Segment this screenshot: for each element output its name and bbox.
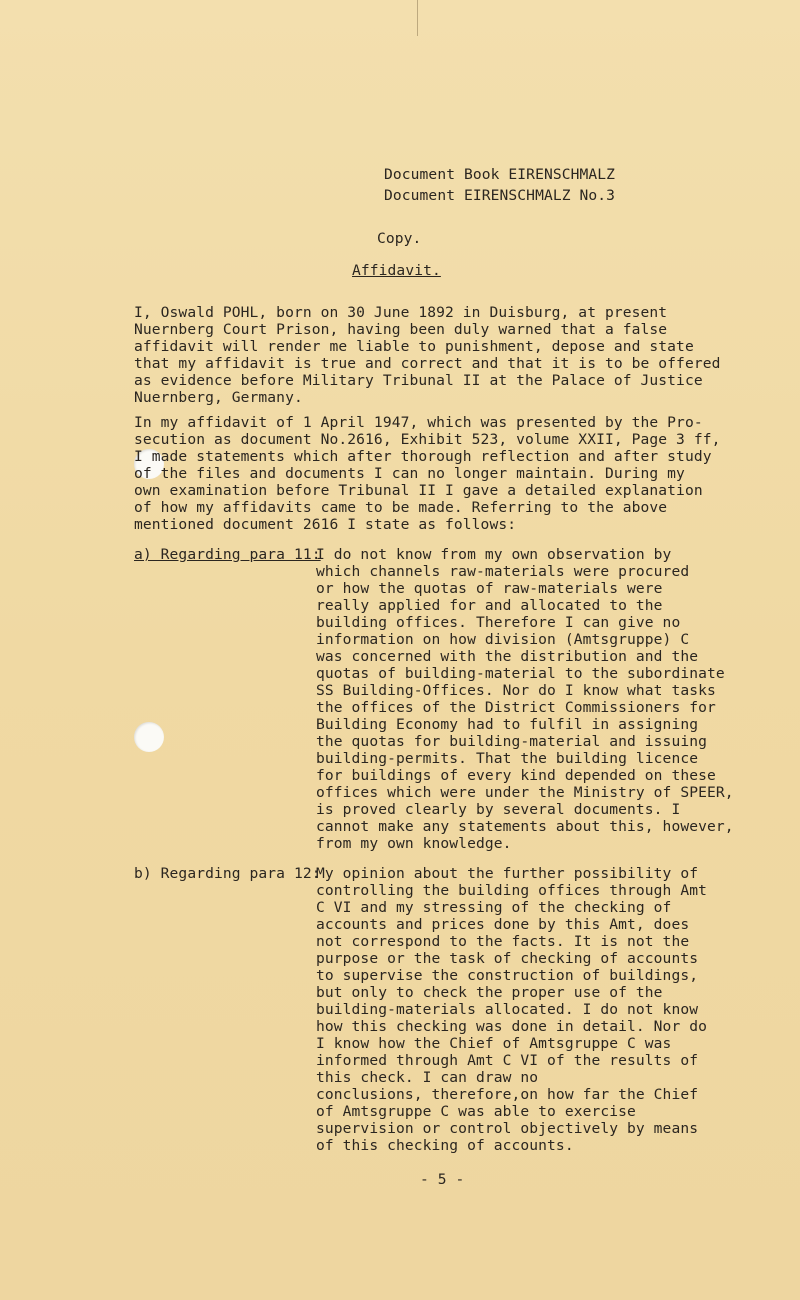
copy-label: Copy.	[377, 230, 422, 247]
section-b-line: this check. I can draw no	[316, 1069, 539, 1086]
section-a-body	[316, 546, 734, 852]
paragraph-line: mentioned document 2616 I state as follows:	[134, 516, 517, 533]
paragraph-deposition	[134, 304, 721, 406]
section-b-line: C VI and my stressing of the checking of	[316, 899, 672, 916]
header-book: Document Book EIRENSCHMALZ	[384, 166, 616, 183]
paragraph-line: affidavit will render me liable to punishment, depose and state	[134, 338, 694, 355]
section-a-line: offices which were under the Ministry of SPEER,	[316, 784, 734, 801]
paragraph-line: I made statements which after thorough reflection and after study	[134, 448, 712, 465]
section-b-line: how this checking was done in detail. Nor do	[316, 1018, 707, 1035]
section-a-line: building-permits. That the building licence	[316, 750, 699, 767]
section-a-line: really applied for and allocated to the	[316, 597, 663, 614]
section-a-line: Building Economy had to fulfil in assigning	[316, 716, 699, 733]
section-b-line: I know how the Chief of Amtsgruppe C was	[316, 1035, 672, 1052]
section-a-line: I do not know from my own observation by	[316, 546, 672, 563]
page-number: - 5 -	[420, 1171, 465, 1188]
section-a-line: or how the quotas of raw-materials were	[316, 580, 663, 597]
section-a-line: is proved clearly by several documents. I	[316, 801, 681, 818]
fold-mark	[417, 0, 418, 36]
paragraph-line: Nuernberg, Germany.	[134, 389, 303, 406]
section-a-label-text: a) Regarding para 11:	[134, 546, 321, 563]
punch-hole-lower	[134, 722, 164, 752]
affidavit-title: Affidavit.	[352, 262, 441, 279]
section-b-body	[316, 865, 707, 1154]
section-b-line: conclusions, therefore,on how far the Chief	[316, 1086, 699, 1103]
paragraph-line: secution as document No.2616, Exhibit 523, volume XXII, Page 3 ff,	[134, 431, 721, 448]
section-a-line: building offices. Therefore I can give no	[316, 614, 681, 631]
section-a-line: SS Building-Offices. Nor do I know what tasks	[316, 682, 716, 699]
section-b-line: accounts and prices done by this Amt, does	[316, 916, 690, 933]
paragraph-prior-affidavit	[134, 414, 721, 533]
paragraph-line: In my affidavit of 1 April 1947, which was presented by the Pro-	[134, 414, 703, 431]
section-a-line: information on how division (Amtsgruppe) C	[316, 631, 690, 648]
section-a-line: the offices of the District Commissioners for	[316, 699, 716, 716]
section-b-label: b) Regarding para 12:	[134, 865, 321, 882]
paragraph-line: own examination before Tribunal II I gave a detailed explanation	[134, 482, 703, 499]
paragraph-line: of how my affidavits came to be made. Referring to the above	[134, 499, 668, 516]
header-document-number: Document EIRENSCHMALZ No.3	[384, 187, 616, 204]
section-a-label	[134, 546, 321, 563]
paragraph-line: that my affidavit is true and correct and that it is to be offered	[134, 355, 721, 372]
section-b-line: but only to check the proper use of the	[316, 984, 663, 1001]
section-b-line: of this checking of accounts.	[316, 1137, 574, 1154]
section-b-line: purpose or the task of checking of accounts	[316, 950, 699, 967]
paragraph-line: as evidence before Military Tribunal II at the Palace of Justice	[134, 372, 703, 389]
section-a-line: the quotas for building-material and issuing	[316, 733, 707, 750]
document-header	[384, 164, 615, 206]
section-b-line: of Amtsgruppe C was able to exercise	[316, 1103, 636, 1120]
section-a-line: was concerned with the distribution and the	[316, 648, 699, 665]
section-a-line: quotas of building-material to the subordinate	[316, 665, 725, 682]
paragraph-line: I, Oswald POHL, born on 30 June 1892 in Duisburg, at present	[134, 304, 668, 321]
section-b-line: controlling the building offices through Amt	[316, 882, 707, 899]
paragraph-line: of the files and documents I can no longer maintain. During my	[134, 465, 685, 482]
section-b-line: informed through Amt C VI of the results of	[316, 1052, 699, 1069]
section-a-line: for buildings of every kind depended on these	[316, 767, 716, 784]
paragraph-line: Nuernberg Court Prison, having been duly warned that a false	[134, 321, 668, 338]
section-b-line: building-materials allocated. I do not know	[316, 1001, 699, 1018]
section-a-line: from my own knowledge.	[316, 835, 512, 852]
section-b-line: supervision or control objectively by means	[316, 1120, 699, 1137]
section-b-line: not correspond to the facts. It is not the	[316, 933, 690, 950]
section-b-line: to supervise the construction of buildings,	[316, 967, 699, 984]
section-a-line: cannot make any statements about this, however,	[316, 818, 734, 835]
section-b-line: My opinion about the further possibility of	[316, 865, 699, 882]
section-a-line: which channels raw-materials were procured	[316, 563, 690, 580]
